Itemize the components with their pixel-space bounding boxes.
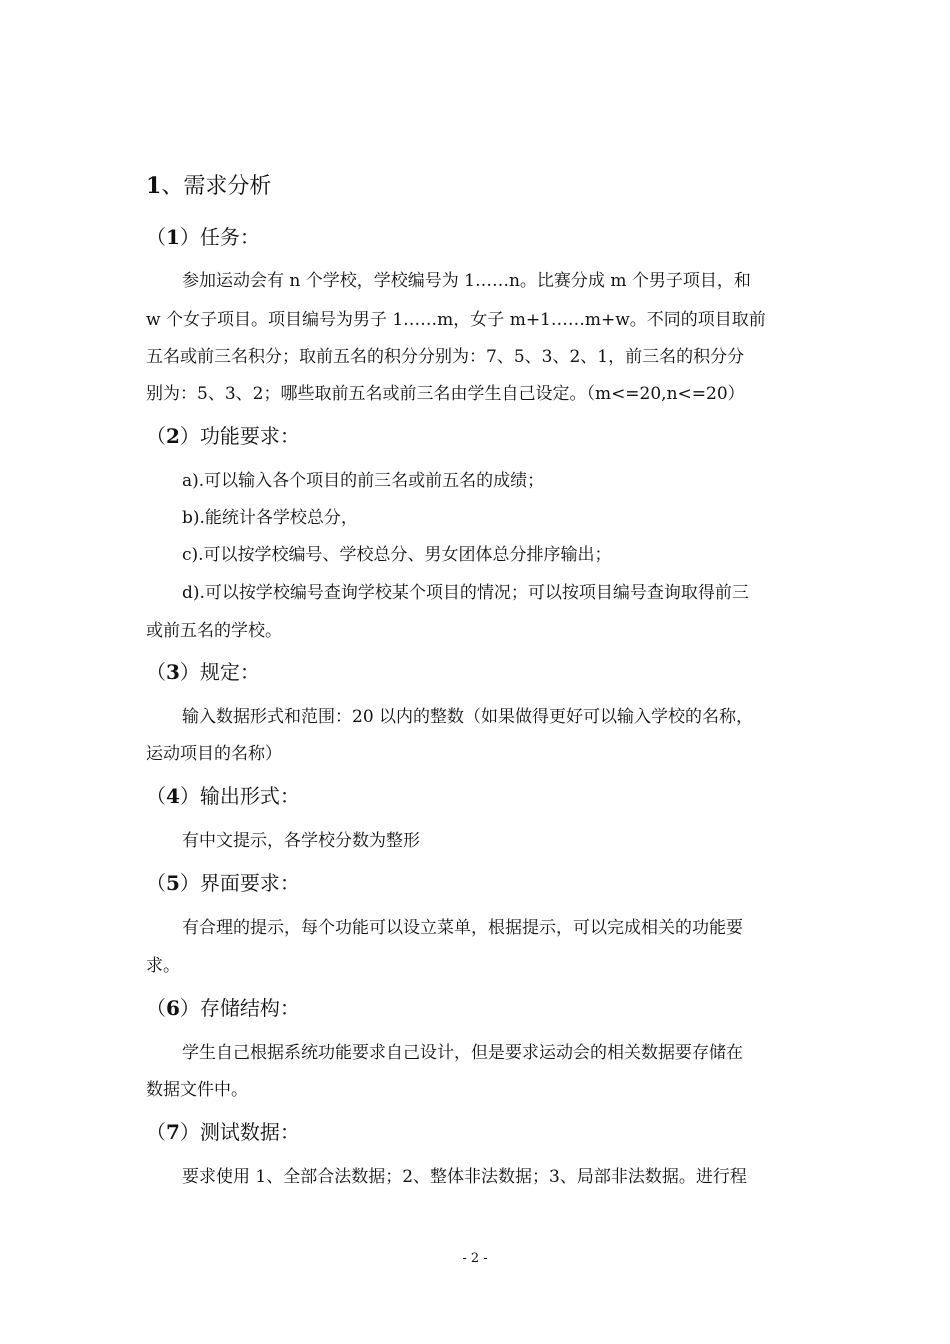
function-line: 或前五名的学校。 bbox=[146, 621, 282, 641]
subsection-heading-test: （7）测试数据： bbox=[146, 1120, 300, 1144]
subsection-number: 4 bbox=[166, 784, 180, 808]
subsection-title: 界面要求： bbox=[199, 871, 300, 895]
subsection-number: 2 bbox=[166, 424, 180, 448]
subsection-number: 3 bbox=[166, 660, 180, 684]
subsection-title: 输出形式： bbox=[199, 784, 300, 808]
page-number: - 2 - bbox=[462, 1251, 488, 1266]
function-line: c).可以按学校编号、学校总分、男女团体总分排序输出； bbox=[182, 545, 612, 565]
storage-line: 学生自己根据系统功能要求自己设计，但是要求运动会的相关数据要存储在 bbox=[182, 1043, 743, 1063]
function-line: d).可以按学校编号查询学校某个项目的情况；可以按项目编号查询取得前三 bbox=[182, 583, 749, 603]
subsection-heading-output: （4）输出形式： bbox=[146, 784, 300, 808]
ui-line: 有合理的提示，每个功能可以设立菜单，根据提示，可以完成相关的功能要 bbox=[182, 918, 743, 938]
subsection-title: 规定： bbox=[199, 660, 260, 684]
subsection-title: 任务： bbox=[199, 225, 260, 249]
subsection-number: 7 bbox=[166, 1120, 180, 1144]
subsection-number: 5 bbox=[166, 871, 180, 895]
subsection-title: 测试数据： bbox=[199, 1120, 300, 1144]
ui-line: 求。 bbox=[146, 956, 180, 976]
subsection-title: 功能要求： bbox=[199, 424, 300, 448]
function-line: a).可以输入各个项目的前三名或前五名的成绩； bbox=[182, 471, 545, 491]
section-number: 1 bbox=[146, 173, 162, 199]
subsection-heading-function: （2）功能要求： bbox=[146, 424, 300, 448]
subsection-heading-task: （1）任务： bbox=[146, 225, 260, 249]
storage-line: 数据文件中。 bbox=[146, 1080, 248, 1100]
test-line: 要求使用 1、全部合法数据；2、整体非法数据；3、局部非法数据。进行程 bbox=[182, 1167, 747, 1187]
subsection-heading-rules: （3）规定： bbox=[146, 660, 260, 684]
subsection-number: 1 bbox=[166, 225, 180, 249]
function-line: b).能统计各学校总分， bbox=[182, 508, 358, 528]
task-line: 参加运动会有 n 个学校，学校编号为 1……n。比赛分成 m 个男子项目，和 bbox=[182, 271, 751, 291]
subsection-heading-storage: （6）存储结构： bbox=[146, 996, 300, 1020]
rule-line: 运动项目的名称） bbox=[146, 744, 282, 764]
task-line: 五名或前三名积分；取前五名的积分分别为：7、5、3、2、1，前三名的积分分 bbox=[146, 347, 745, 367]
output-line: 有中文提示，各学校分数为整形 bbox=[182, 831, 420, 851]
subsection-title: 存储结构： bbox=[199, 996, 300, 1020]
task-line: 别为：5、3、2；哪些取前五名或前三名由学生自己设定。（m<=20,n<=20） bbox=[146, 384, 745, 404]
section-heading bbox=[146, 171, 271, 202]
rule-line: 输入数据形式和范围：20 以内的整数（如果做得更好可以输入学校的名称， bbox=[182, 707, 754, 727]
task-line: w 个女子项目。项目编号为男子 1……m，女子 m+1……m+w。不同的项目取前 bbox=[146, 310, 766, 330]
section-title: 、需求分析 bbox=[161, 174, 272, 199]
subsection-heading-ui: （5）界面要求： bbox=[146, 871, 300, 895]
subsection-number: 6 bbox=[166, 996, 180, 1020]
